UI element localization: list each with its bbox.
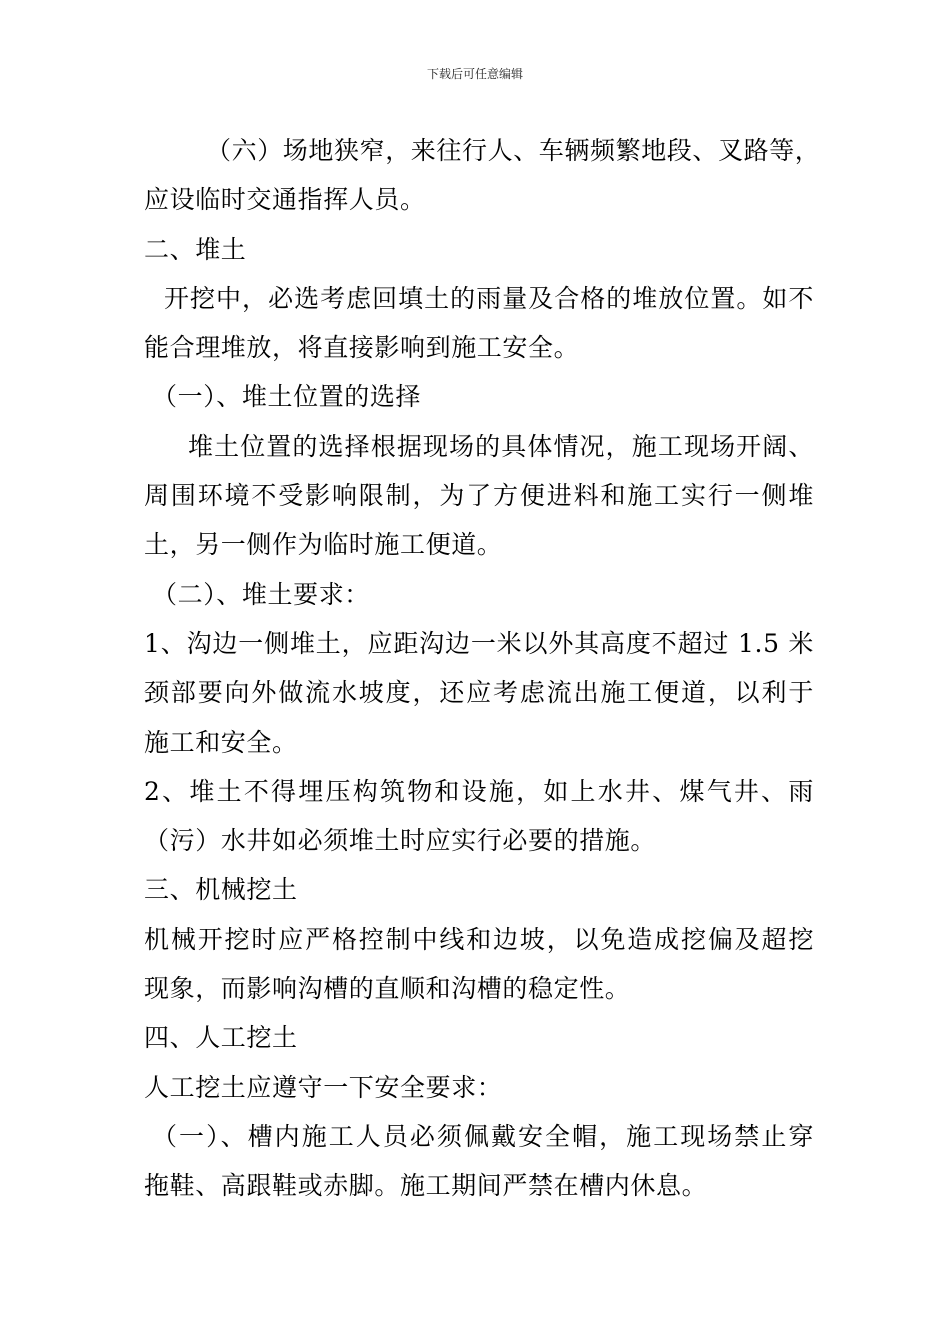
- subsection-heading: （二）、堆土要求：: [152, 579, 370, 609]
- paragraph-line: 机械开挖时应严格控制中线和边坡，以免造成挖偏及超挖: [144, 924, 814, 954]
- document-body: [144, 126, 821, 1211]
- paragraph-line: 人工挖土应遵守一下安全要求：: [144, 1072, 503, 1102]
- paragraph-line: （六）场地狭窄，来往行人、车辆频繁地段、叉路等，: [206, 136, 821, 165]
- paragraph-line: 现象，而影响沟槽的直顺和沟槽的稳定性。: [144, 974, 631, 1004]
- section-heading: 二、堆土: [144, 234, 247, 264]
- paragraph-line: 能合理堆放，将直接影响到施工安全。: [144, 333, 580, 363]
- paragraph-line: 2、堆土不得埋压构筑物和设施，如上水井、煤气井、雨: [144, 776, 814, 806]
- paragraph-line: 拖鞋、高跟鞋或赤脚。施工期间严禁在槽内休息。: [144, 1171, 708, 1201]
- paragraph-line: 周围环境不受影响限制，为了方便进料和施工实行一侧堆: [144, 481, 814, 511]
- page-header: 下载后可任意编辑: [426, 67, 523, 81]
- paragraph-line: 开挖中，必选考虑回填土的雨量及合格的堆放位置。如不: [164, 283, 814, 313]
- paragraph-line: （一）、槽内施工人员必须佩戴安全帽，施工现场禁止穿: [152, 1121, 814, 1151]
- paragraph-line: 堆土位置的选择根据现场的具体情况，施工现场开阔、: [188, 431, 814, 461]
- paragraph-line: （污）水井如必须堆土时应实行必要的措施。: [144, 826, 657, 856]
- paragraph-line: 应设临时交通指挥人员。: [144, 185, 426, 215]
- paragraph-line: 施工和安全。: [144, 727, 298, 757]
- paragraph-line: 颈部要向外做流水坡度，还应考虑流出施工便道，以利于: [144, 678, 814, 708]
- section-heading: 三、机械挖土: [144, 875, 298, 905]
- paragraph-line: 1、沟边一侧堆土，应距沟边一米以外其高度不超过 1.5 米: [144, 628, 814, 658]
- subsection-heading: （一）、堆土位置的选择: [152, 382, 422, 412]
- paragraph-line: 土，另一侧作为临时施工便道。: [144, 530, 503, 560]
- section-heading: 四、人工挖土: [144, 1023, 298, 1053]
